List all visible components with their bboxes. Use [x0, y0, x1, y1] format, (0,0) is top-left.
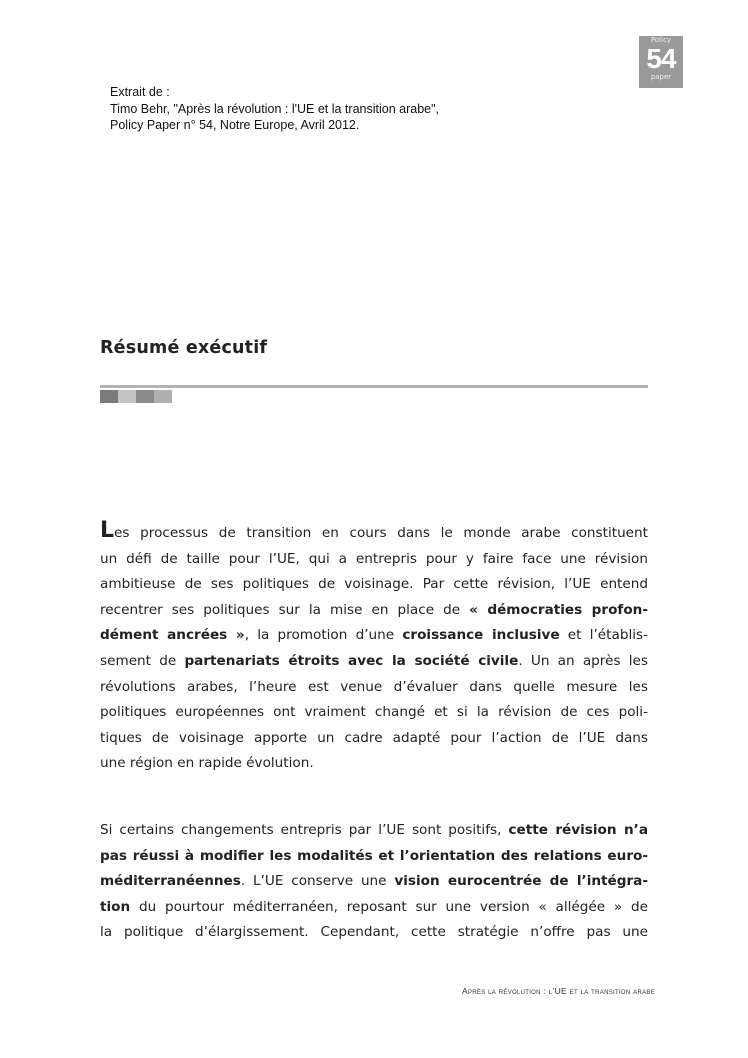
paragraph-1: [100, 518, 649, 777]
source-extract: [110, 84, 439, 134]
decor-square-4: [154, 390, 172, 403]
p2-line-2-bold: pas réussi à modifier les modalités et l’orientation des relations euro-: [100, 847, 648, 864]
p2-bold-revision: cette révision n’a: [508, 822, 648, 838]
p1-bold-croissance: croissance inclusive: [402, 627, 560, 644]
policy-paper-badge: [639, 36, 683, 88]
p1-bold-ancrees: dément ancrées »: [100, 627, 245, 644]
title-underline-rule: [100, 385, 648, 388]
p1-bold-partenariats: partenariats étroits avec la société civile: [184, 652, 519, 669]
p1-line-1: es processus de transition en cours dans le monde arabe constituent: [114, 525, 648, 541]
p1-line-3: ambitieuse de ses politiques de voisinage. Par cette révision, l’UE entend: [100, 576, 648, 593]
extract-line-1: Extrait de :: [110, 85, 170, 99]
p2-bold-mediterraneennes: méditerranéennes: [100, 873, 241, 890]
p1-line-9: tiques de voisinage apporte un cadre adapté pour l’action de l’UE dans: [100, 729, 648, 746]
p1-line-7: révolutions arabes, l’heure est venue d’évaluer dans quelle mesure les: [100, 678, 648, 695]
extract-line-3: Policy Paper n° 54, Notre Europe, Avril 2012.: [110, 118, 360, 132]
p1-line-6a: sement de: [100, 652, 185, 669]
p1-line-8: politiques européennes ont vraiment changé et si la révision de ces poli-: [100, 704, 648, 721]
p1-line-10: une région en rapide évolution.: [100, 755, 314, 772]
extract-line-2: Timo Behr, "Après la révolution : l'UE et la transition arabe",: [110, 101, 440, 116]
p1-line-5b: , la promotion d’une: [244, 627, 403, 644]
p2-bold-tion: tion: [100, 898, 131, 915]
decor-square-3: [136, 390, 154, 403]
p1-line-5d: et l’établis-: [559, 627, 648, 644]
section-title: Résumé exécutif: [100, 338, 268, 358]
decor-square-1: [100, 390, 118, 403]
p1-line-4a: recentrer ses politiques sur la mise en place de: [100, 601, 470, 618]
badge-number: 54: [646, 43, 676, 74]
badge-label-top: Policy: [650, 36, 672, 44]
badge-label-bottom: paper: [650, 73, 672, 81]
p2-line-3b: . L’UE conserve une: [240, 873, 395, 890]
p1-bold-democraties: « démocraties profon-: [469, 601, 649, 618]
drop-cap: L: [100, 518, 115, 543]
p2-line-1a: Si certains changements entrepris par l’UE sont positifs,: [100, 822, 509, 838]
running-footer: Après la révolution : l’UE et la transition arabe: [462, 986, 656, 996]
p2-bold-vision: vision eurocentrée de l’intégra-: [394, 873, 648, 890]
p1-line-6c: . Un an après les: [518, 652, 648, 669]
p2-line-5: la politique d’élargissement. Cependant, cette stratégie n’offre pas une: [100, 924, 648, 941]
p1-line-2: un défi de taille pour l’UE, qui a entrepris pour y faire face une révision: [100, 550, 648, 567]
decor-square-2: [118, 390, 136, 403]
paragraph-2: [100, 818, 648, 946]
p2-line-4b: du pourtour méditerranéen, reposant sur une version « allégée » de: [130, 898, 648, 915]
